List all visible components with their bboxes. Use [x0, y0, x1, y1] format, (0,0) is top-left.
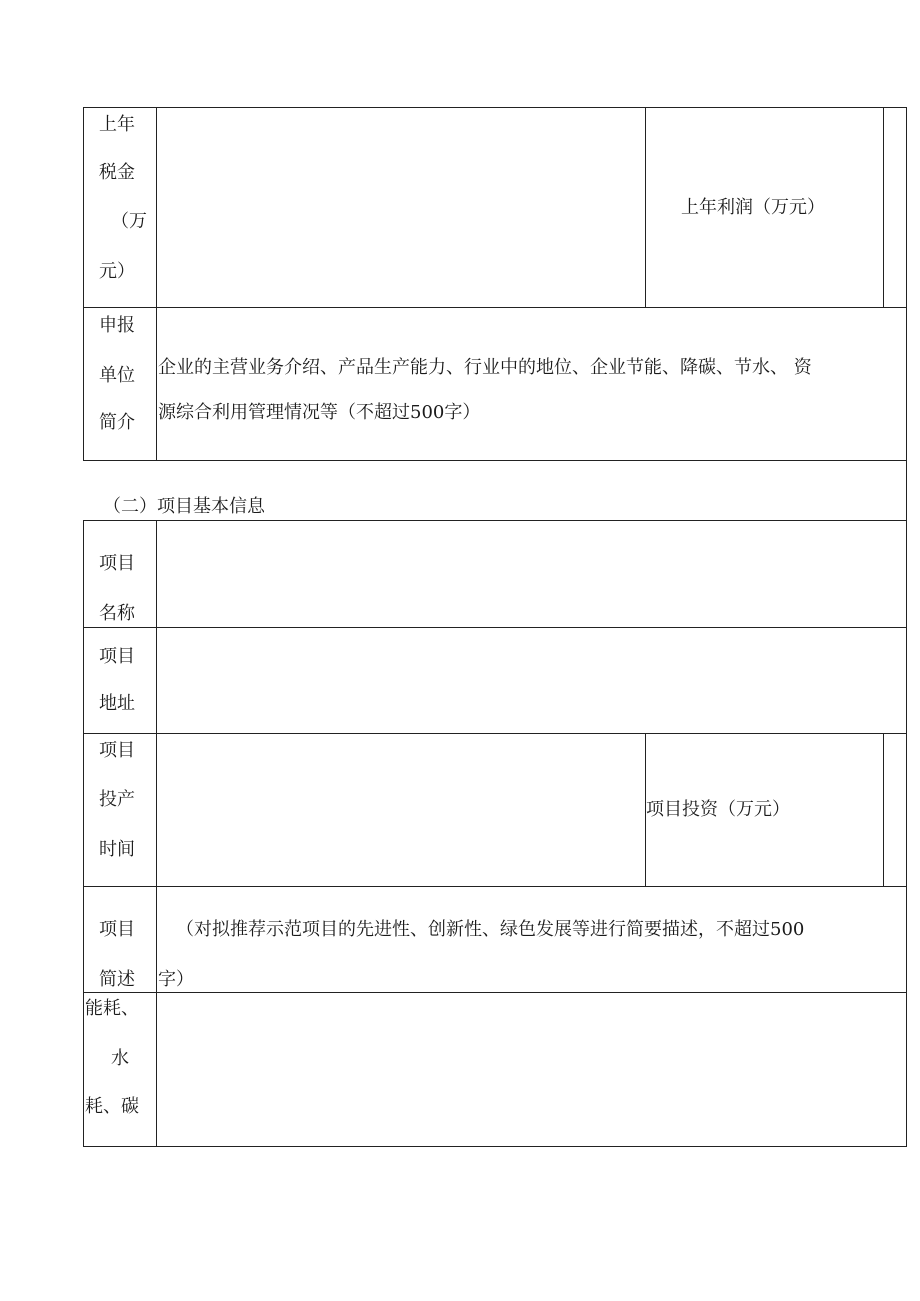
profit-value-field[interactable] [884, 108, 905, 306]
table-rule [83, 460, 907, 461]
project-desc-label-line: 简述 [99, 969, 135, 990]
investment-value-field[interactable] [884, 734, 905, 885]
energy-value-field[interactable] [157, 993, 905, 1145]
tax-label-line: 税金 [99, 162, 135, 183]
project-name-label-line: 名称 [99, 603, 135, 624]
energy-label-line: 耗、碳 [85, 1096, 139, 1117]
tax-label-line: 上年 [99, 114, 135, 135]
project-desc-label-line: 项目 [99, 919, 135, 940]
table-rule [645, 107, 646, 307]
intro-label-line: 申报 [99, 315, 135, 336]
tax-label-line: 元） [99, 261, 135, 282]
project-address-label-line: 项目 [99, 646, 135, 667]
table-rule [83, 307, 907, 308]
table-rule [83, 107, 84, 460]
tax-value-field[interactable] [157, 108, 644, 306]
project-address-label-line: 地址 [99, 693, 135, 714]
project-desc-hint-text: 字） [158, 969, 194, 990]
project-desc-hint-text: （对拟推荐示范项目的先进性、创新性、绿色发展等进行简要描述，不超过500 [176, 919, 805, 940]
section-title: （二）项目基本信息 [103, 496, 265, 517]
project-name-field[interactable] [157, 521, 905, 626]
project-start-field[interactable] [157, 734, 644, 885]
intro-label-line: 简介 [99, 412, 135, 433]
table-rule [906, 107, 907, 1147]
project-start-label-line: 投产 [99, 789, 135, 810]
profit-label: 上年利润（万元） [681, 197, 825, 218]
intro-label-line: 单位 [99, 365, 135, 386]
table-rule [83, 1146, 907, 1147]
project-address-field[interactable] [157, 628, 905, 732]
project-start-label-line: 项目 [99, 740, 135, 761]
intro-hint-text: 源综合利用管理情况等（不超过500字） [158, 402, 481, 423]
table-rule [83, 520, 84, 1147]
application-form-table [83, 107, 907, 1147]
project-start-label-line: 时间 [99, 839, 135, 860]
energy-label-line: 能耗、 [85, 998, 139, 1019]
project-name-label-line: 项目 [99, 553, 135, 574]
tax-label-line: （万 [111, 211, 147, 232]
table-rule [83, 886, 907, 887]
investment-label: 项目投资（万元） [646, 799, 790, 820]
energy-label-line: 水 [111, 1048, 129, 1069]
intro-hint-text: 企业的主营业务介绍、产品生产能力、行业中的地位、企业节能、降碳、节水、 资 [158, 357, 812, 378]
